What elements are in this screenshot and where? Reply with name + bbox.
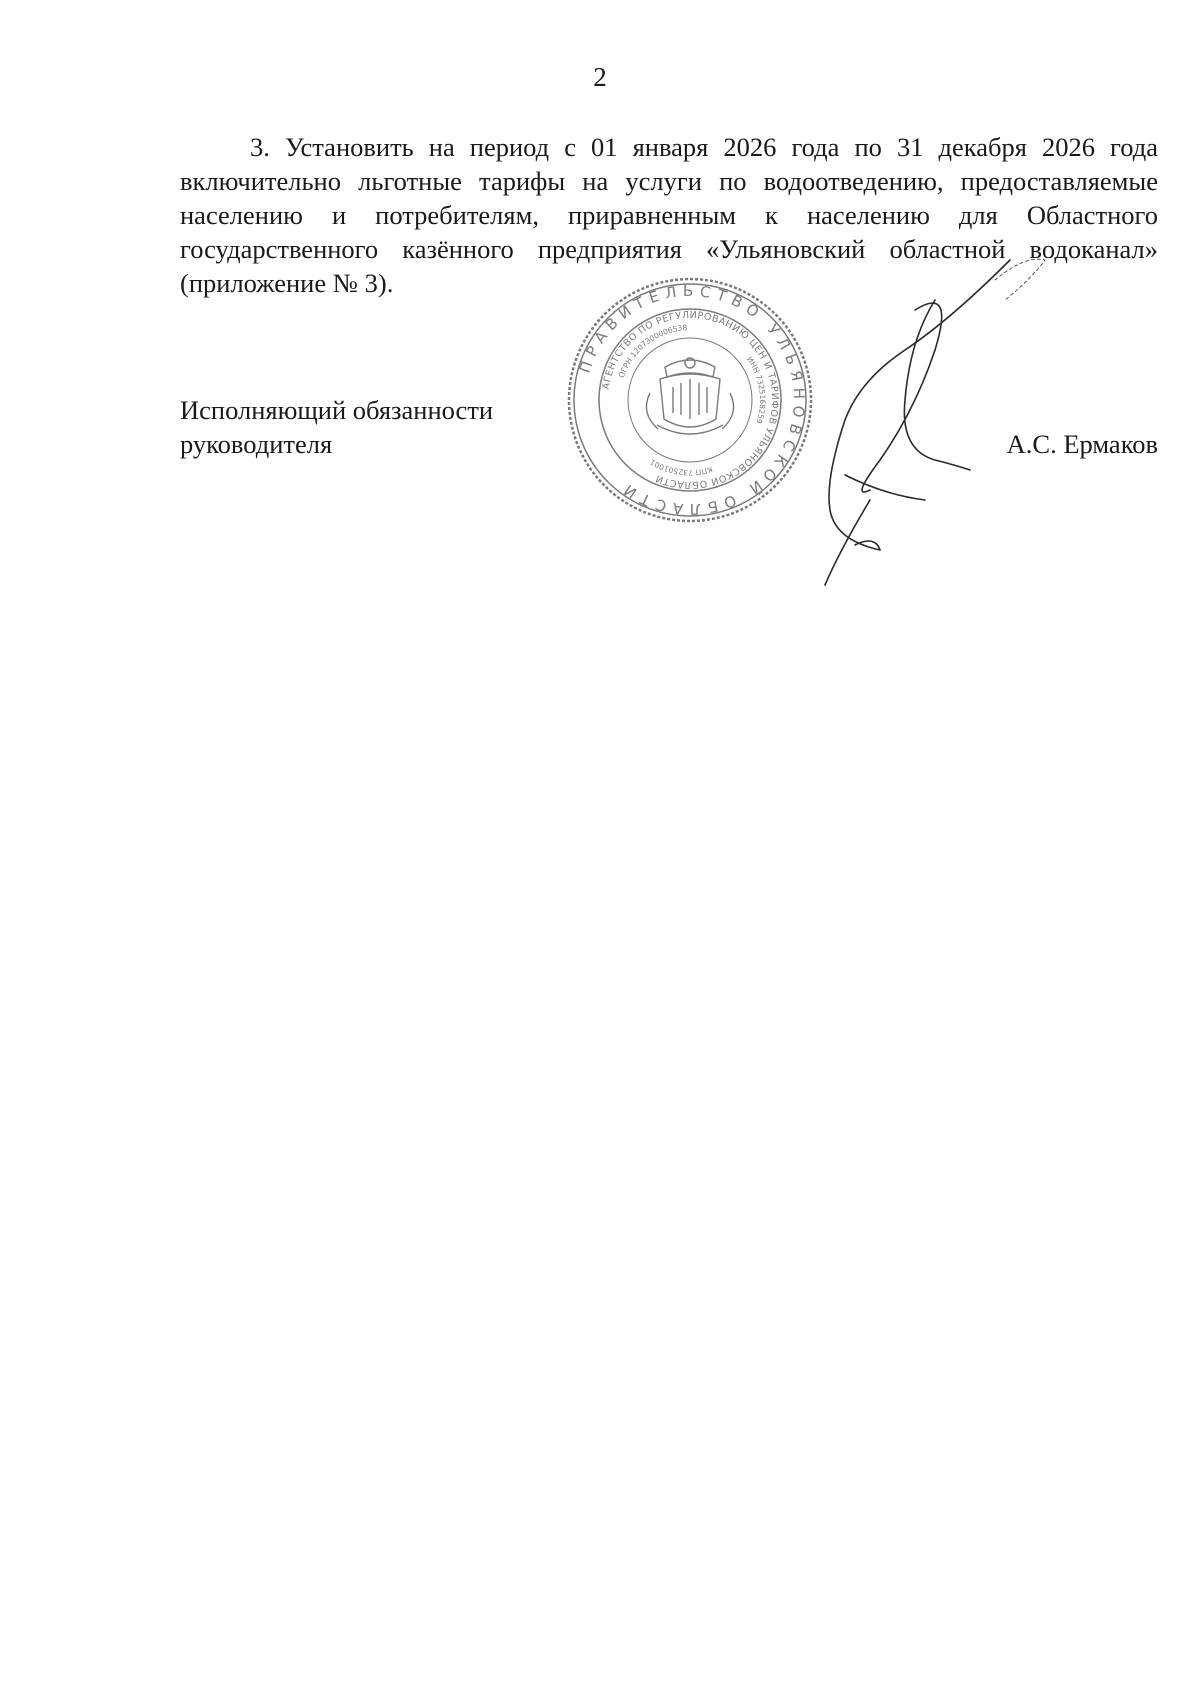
page-number: 2	[593, 62, 607, 92]
signer-position	[180, 393, 540, 461]
seal-outer-text: ПРАВИТЕЛЬСТВО УЛЬЯНОВСКОЙ ОБЛАСТИ	[575, 281, 809, 519]
signer-name: А.С. Ермаков	[1006, 429, 1158, 459]
seal-inner-text: АГЕНТСТВО ПО РЕГУЛИРОВАНИЮ ЦЕН И ТАРИФОВ УЛЬЯНОВСКОЙ ОБЛАСТИ	[600, 309, 781, 491]
signer-position-line-1: Исполняющий обязанности	[180, 395, 494, 425]
seal-kpp-text: КПП 732501001	[648, 457, 714, 478]
coat-of-arms-emblem-icon	[646, 358, 733, 434]
official-seal-stamp	[565, 275, 815, 525]
seal-inn-text: ИНН 7325168259	[745, 354, 768, 425]
signer-position-line-2: руководителя	[180, 429, 333, 459]
seal-ogrn-text: ОГРН 1207300006538	[616, 323, 688, 380]
paragraph-3: 3. Установить на период с 01 января 2026 года по 31 декабря 2026 года включительно льготные тарифы на услуги по водоотведению, предоставляемые населению и потребителям, приравненным к населению для Областного государственного казённого предприятия «Ульяновский областной водоканал» (приложение № 3).	[180, 132, 1158, 298]
